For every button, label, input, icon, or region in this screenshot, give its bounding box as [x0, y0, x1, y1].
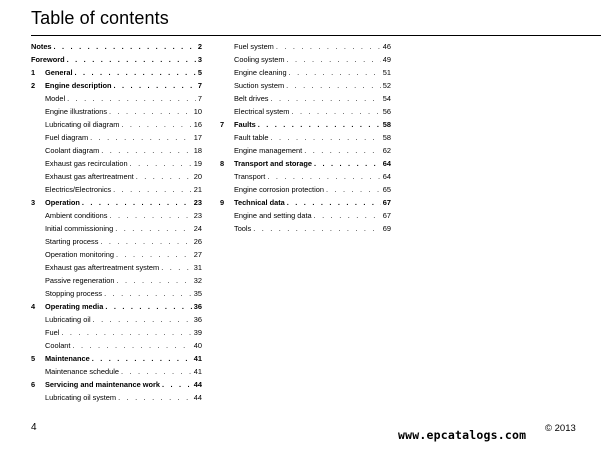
- toc-entry-leader: [72, 339, 191, 352]
- toc-entry-label: Lubricating oil: [45, 315, 91, 324]
- toc-entry-leader: [130, 157, 192, 170]
- toc-right-column: [220, 40, 391, 235]
- toc-entry-page: 49: [382, 55, 391, 64]
- toc-entry[interactable]: [220, 183, 391, 196]
- toc-entry-page: 32: [193, 276, 202, 285]
- toc-entry[interactable]: [31, 378, 202, 391]
- toc-entry[interactable]: [31, 40, 202, 53]
- toc-entry[interactable]: [220, 92, 391, 105]
- toc-entry-label: Foreword: [31, 55, 65, 64]
- toc-entry-leader: [161, 261, 192, 274]
- toc-entry[interactable]: [220, 118, 391, 131]
- watermark-url[interactable]: www.epcatalogs.com: [398, 428, 527, 442]
- toc-entry-label: Lubricating oil system: [45, 393, 117, 402]
- toc-entry[interactable]: [31, 287, 202, 300]
- copyright: © 2013: [545, 423, 576, 434]
- toc-entry-page: 5: [197, 68, 202, 77]
- toc-entry-page: 16: [193, 120, 202, 129]
- toc-entry[interactable]: [31, 209, 202, 222]
- toc-entry-page: 2: [197, 42, 202, 51]
- toc-entry[interactable]: [220, 209, 391, 222]
- toc-entry-page: 41: [193, 354, 202, 363]
- toc-entry[interactable]: [220, 40, 391, 53]
- toc-entry-leader: [75, 66, 196, 79]
- toc-entry-page: 21: [193, 185, 202, 194]
- toc-entry-label: Engine management: [234, 146, 303, 155]
- toc-entry[interactable]: [31, 196, 202, 209]
- toc-entry-page: 67: [382, 198, 391, 207]
- toc-entry-leader: [67, 53, 196, 66]
- toc-entry-leader: [61, 326, 191, 339]
- toc-entry-leader: [271, 131, 381, 144]
- toc-entry-label: Operation monitoring: [45, 250, 115, 259]
- toc-entry-page: 18: [193, 146, 202, 155]
- toc-entry-page: 10: [193, 107, 202, 116]
- toc-entry[interactable]: [31, 183, 202, 196]
- toc-entry-leader: [114, 79, 196, 92]
- toc-entry[interactable]: [31, 300, 202, 313]
- toc-entry-leader: [287, 53, 381, 66]
- toc-entry-leader: [121, 365, 192, 378]
- toc-entry-leader: [116, 248, 192, 261]
- toc-entry-label: Servicing and maintenance work: [45, 380, 161, 389]
- toc-entry[interactable]: [31, 118, 202, 131]
- toc-entry[interactable]: [31, 352, 202, 365]
- toc-entry[interactable]: [31, 66, 202, 79]
- toc-entry-page: 3: [197, 55, 202, 64]
- title-divider: [31, 35, 601, 36]
- toc-entry-page: 58: [382, 133, 391, 142]
- toc-entry-page: 39: [193, 328, 202, 337]
- toc-entry-leader: [286, 79, 381, 92]
- toc-entry-number: 1: [31, 68, 36, 77]
- toc-entry-label: Passive regeneration: [45, 276, 115, 285]
- toc-entry-leader: [121, 118, 191, 131]
- toc-entry-page: 36: [193, 315, 202, 324]
- toc-entry-label: Engine and setting data: [234, 211, 312, 220]
- toc-entry-leader: [253, 222, 381, 235]
- toc-entry-leader: [82, 196, 192, 209]
- toc-entry-page: 19: [193, 159, 202, 168]
- toc-entry-label: General: [45, 68, 73, 77]
- toc-entry[interactable]: [31, 131, 202, 144]
- toc-entry[interactable]: [31, 326, 202, 339]
- toc-entry[interactable]: [31, 79, 202, 92]
- toc-entry[interactable]: [31, 391, 202, 404]
- toc-entry-leader: [304, 144, 381, 157]
- toc-entry-number: 2: [31, 81, 36, 90]
- toc-entry-label: Engine cleaning: [234, 68, 287, 77]
- toc-entry[interactable]: [31, 261, 202, 274]
- toc-entry[interactable]: [220, 53, 391, 66]
- toc-entry-leader: [90, 131, 192, 144]
- toc-entry-label: Exhaust gas recirculation: [45, 159, 128, 168]
- toc-entry-leader: [258, 118, 381, 131]
- toc-entry-label: Notes: [31, 42, 52, 51]
- toc-entry-label: Fuel system: [234, 42, 274, 51]
- toc-entry-number: 7: [220, 120, 225, 129]
- toc-entry-label: Electrical system: [234, 107, 290, 116]
- toc-entry[interactable]: [220, 144, 391, 157]
- toc-entry-leader: [109, 105, 192, 118]
- toc-entry-page: 46: [382, 42, 391, 51]
- toc-entry-label: Fault table: [234, 133, 269, 142]
- toc-entry-leader: [113, 183, 192, 196]
- toc-entry[interactable]: [31, 92, 202, 105]
- toc-entry-leader: [104, 287, 192, 300]
- toc-entry-page: 56: [382, 107, 391, 116]
- toc-entry-page: 7: [197, 94, 202, 103]
- toc-entry-page: 69: [382, 224, 391, 233]
- toc-entry-label: Fuel: [45, 328, 60, 337]
- toc-entry-label: Transport: [234, 172, 266, 181]
- toc-entry-label: Electrics/Electronics: [45, 185, 112, 194]
- toc-entry-leader: [271, 92, 381, 105]
- toc-entry[interactable]: [31, 53, 202, 66]
- toc-entry-leader: [162, 378, 192, 391]
- toc-entry-page: 67: [382, 211, 391, 220]
- toc-entry-page: 51: [382, 68, 391, 77]
- toc-entry-leader: [67, 92, 196, 105]
- toc-entry[interactable]: [220, 66, 391, 79]
- toc-entry-leader: [276, 40, 381, 53]
- toc-entry[interactable]: [220, 196, 391, 209]
- toc-entry[interactable]: [31, 235, 202, 248]
- toc-entry-number: 3: [31, 198, 36, 207]
- toc-entry-label: Exhaust gas aftertreatment system: [45, 263, 160, 272]
- toc-entry-label: Transport and storage: [234, 159, 313, 168]
- toc-entry-label: Coolant diagram: [45, 146, 100, 155]
- toc-entry-label: Lubricating oil diagram: [45, 120, 120, 129]
- toc-entry-page: 35: [193, 289, 202, 298]
- toc-entry-page: 31: [193, 263, 202, 272]
- toc-entry-label: Operating media: [45, 302, 104, 311]
- toc-entry[interactable]: [31, 144, 202, 157]
- toc-entry-page: 20: [193, 172, 202, 181]
- toc-entry[interactable]: [31, 274, 202, 287]
- toc-entry-leader: [314, 157, 381, 170]
- toc-entry-label: Fuel diagram: [45, 133, 89, 142]
- toc-entry-leader: [116, 274, 191, 287]
- toc-entry-leader: [109, 209, 191, 222]
- toc-entry-page: 41: [193, 367, 202, 376]
- toc-entry[interactable]: [31, 170, 202, 183]
- toc-entry-label: Maintenance schedule: [45, 367, 119, 376]
- toc-entry-page: 23: [193, 211, 202, 220]
- toc-entry-label: Engine description: [45, 81, 112, 90]
- toc-entry-page: 64: [382, 159, 391, 168]
- toc-entry-number: 9: [220, 198, 225, 207]
- toc-entry-page: 40: [193, 341, 202, 350]
- toc-entry-label: Coolant: [45, 341, 71, 350]
- toc-entry-page: 64: [382, 172, 391, 181]
- toc-entry-number: 8: [220, 159, 225, 168]
- toc-entry-page: 24: [193, 224, 202, 233]
- toc-entry-leader: [314, 209, 381, 222]
- page-title: Table of contents: [31, 8, 169, 28]
- toc-entry[interactable]: [31, 248, 202, 261]
- toc-entry-label: Cooling system: [234, 55, 285, 64]
- toc-entry-label: Engine corrosion protection: [234, 185, 324, 194]
- toc-entry-leader: [92, 352, 192, 365]
- toc-entry-leader: [136, 170, 192, 183]
- toc-entry-label: Maintenance: [45, 354, 90, 363]
- toc-entry-label: Starting process: [45, 237, 99, 246]
- toc-entry-label: Operation: [45, 198, 80, 207]
- toc-entry-label: Model: [45, 94, 66, 103]
- toc-entry-label: Ambient conditions: [45, 211, 108, 220]
- toc-entry[interactable]: [220, 105, 391, 118]
- toc-entry[interactable]: [31, 222, 202, 235]
- toc-entry-leader: [267, 170, 380, 183]
- toc-entry[interactable]: [220, 79, 391, 92]
- toc-entry-page: 44: [193, 380, 202, 389]
- toc-entry[interactable]: [220, 157, 391, 170]
- toc-entry-leader: [118, 391, 192, 404]
- toc-entry-page: 54: [382, 94, 391, 103]
- toc-entry-page: 23: [193, 198, 202, 207]
- toc-left-column: [31, 40, 202, 404]
- toc-entry[interactable]: [220, 222, 391, 235]
- toc-entry[interactable]: [31, 365, 202, 378]
- toc-entry-leader: [93, 313, 192, 326]
- toc-entry-page: 44: [193, 393, 202, 402]
- toc-entry-label: Belt drives: [234, 94, 269, 103]
- toc-entry[interactable]: [31, 157, 202, 170]
- toc-entry[interactable]: [31, 339, 202, 352]
- toc-entry-label: Tools: [234, 224, 252, 233]
- toc-entry-page: 26: [193, 237, 202, 246]
- toc-entry[interactable]: [31, 105, 202, 118]
- toc-entry-leader: [54, 40, 196, 53]
- toc-entry-label: Stopping process: [45, 289, 103, 298]
- toc-entry-page: 62: [382, 146, 391, 155]
- toc-entry-leader: [115, 222, 192, 235]
- toc-entry-leader: [100, 235, 191, 248]
- toc-entry-label: Engine illustrations: [45, 107, 108, 116]
- toc-entry-page: 17: [193, 133, 202, 142]
- toc-entry-leader: [287, 196, 381, 209]
- toc-entry-number: 6: [31, 380, 36, 389]
- toc-entry-leader: [326, 183, 381, 196]
- page-number: 4: [31, 422, 37, 433]
- toc-entry-leader: [289, 66, 381, 79]
- toc-entry-label: Initial commissioning: [45, 224, 114, 233]
- toc-entry-leader: [101, 144, 192, 157]
- toc-entry-number: 5: [31, 354, 36, 363]
- toc-entry[interactable]: [31, 313, 202, 326]
- toc-entry-page: 58: [382, 120, 391, 129]
- toc-entry-number: 4: [31, 302, 36, 311]
- toc-entry-label: Technical data: [234, 198, 285, 207]
- toc-entry-page: 36: [193, 302, 202, 311]
- toc-entry-leader: [291, 105, 380, 118]
- toc-entry-page: 52: [382, 81, 391, 90]
- toc-entry-page: 27: [193, 250, 202, 259]
- toc-entry[interactable]: [220, 131, 391, 144]
- toc-entry-page: 7: [197, 81, 202, 90]
- toc-entry[interactable]: [220, 170, 391, 183]
- toc-entry-page: 65: [382, 185, 391, 194]
- toc-entry-label: Faults: [234, 120, 256, 129]
- toc-entry-leader: [105, 300, 191, 313]
- toc-entry-label: Suction system: [234, 81, 285, 90]
- toc-entry-label: Exhaust gas aftertreatment: [45, 172, 134, 181]
